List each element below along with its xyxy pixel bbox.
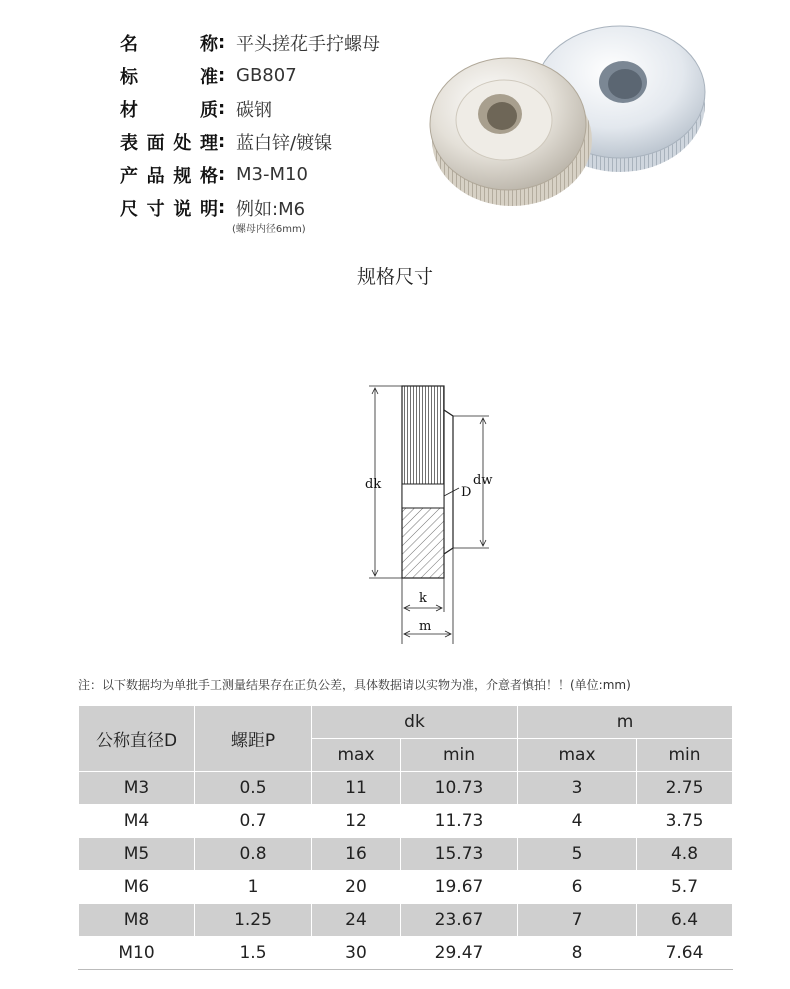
cell-dk-max: 20 [312, 871, 401, 904]
cell-m-max: 3 [518, 772, 637, 805]
section-title: 规格尺寸 [356, 266, 433, 288]
label-char: 名 [120, 33, 138, 55]
label-char: 面 [146, 132, 165, 154]
spec-colon: : [218, 164, 226, 185]
spec-value: 例如:M6 [236, 198, 306, 220]
cell-m-max: 7 [518, 904, 637, 937]
spec-row-sizes [120, 158, 380, 191]
spec-colon: : [218, 98, 226, 119]
label-char: 品 [146, 165, 165, 187]
label-char: 寸 [146, 198, 165, 220]
label-char: 理 [199, 132, 218, 154]
cell-m-max: 8 [518, 937, 637, 970]
label-char: 产 [120, 165, 138, 187]
cell-m-min: 7.64 [637, 937, 733, 970]
product-photo [420, 12, 710, 212]
spec-label [120, 162, 218, 188]
spec-value: 平头搓花手拧螺母 [236, 33, 380, 55]
cell-dk-min: 10.73 [401, 772, 518, 805]
spec-row-material [120, 92, 380, 125]
label-dk: dk [365, 477, 382, 492]
table-row [79, 838, 733, 871]
spec-list [120, 26, 380, 224]
cell-m-max: 6 [518, 871, 637, 904]
table-row [79, 937, 733, 970]
spec-note: (螺母内径6mm) [232, 224, 306, 235]
spec-label [120, 129, 218, 155]
cell-m-max: 5 [518, 838, 637, 871]
cell-m-min: 2.75 [637, 772, 733, 805]
cell-diameter: M4 [79, 805, 195, 838]
header-group-m: m [518, 706, 733, 739]
cell-dk-max: 30 [312, 937, 401, 970]
header-nominal-diameter: 公称直径D [79, 706, 195, 772]
spec-table [78, 705, 733, 970]
label-char: 标 [120, 66, 138, 88]
table-row [79, 772, 733, 805]
label-char: 尺 [120, 198, 138, 220]
label-char: 材 [120, 99, 138, 121]
label-m: m [419, 619, 432, 634]
cell-dk-min: 15.73 [401, 838, 518, 871]
nut-section [402, 386, 453, 578]
spec-value: M3-M10 [236, 164, 308, 185]
spec-label [120, 63, 218, 89]
cell-dk-min: 19.67 [401, 871, 518, 904]
label-char: 处 [173, 132, 192, 154]
cell-dk-max: 24 [312, 904, 401, 937]
cell-diameter: M8 [79, 904, 195, 937]
cell-pitch: 1 [195, 871, 312, 904]
label-char: 称 [200, 33, 218, 55]
spec-label [120, 30, 218, 56]
label-dw: dw [473, 473, 493, 488]
cell-m-min: 5.7 [637, 871, 733, 904]
spec-row-surface [120, 125, 380, 158]
spec-row-standard [120, 59, 380, 92]
spec-colon: : [218, 32, 226, 53]
header-pitch: 螺距P [195, 706, 312, 772]
spec-value: GB807 [236, 65, 297, 86]
cell-m-min: 4.8 [637, 838, 733, 871]
cell-dk-max: 16 [312, 838, 401, 871]
label-D: D [461, 485, 472, 500]
spec-row-name [120, 26, 380, 59]
spec-colon: : [218, 65, 226, 86]
cell-diameter: M6 [79, 871, 195, 904]
cell-m-min: 3.75 [637, 805, 733, 838]
table-row [79, 871, 733, 904]
label-char: 质 [200, 99, 218, 121]
cell-dk-min: 29.47 [401, 937, 518, 970]
cell-diameter: M5 [79, 838, 195, 871]
table-row [79, 904, 733, 937]
header-dk-max: max [312, 739, 401, 772]
cell-dk-max: 11 [312, 772, 401, 805]
spec-label [120, 96, 218, 122]
spec-value: 碳钢 [236, 99, 272, 121]
cell-diameter: M3 [79, 772, 195, 805]
spec-colon: : [218, 131, 226, 152]
label-char: 明 [199, 198, 218, 220]
cell-dk-min: 23.67 [401, 904, 518, 937]
table-row [79, 805, 733, 838]
cell-diameter: M10 [79, 937, 195, 970]
label-char: 说 [173, 198, 192, 220]
label-char: 格 [199, 165, 218, 187]
technical-drawing [355, 372, 505, 647]
cell-pitch: 0.7 [195, 805, 312, 838]
label-char: 表 [120, 132, 138, 154]
label-char: 规 [173, 165, 192, 187]
header-m-max: max [518, 739, 637, 772]
cell-m-max: 4 [518, 805, 637, 838]
cell-dk-min: 11.73 [401, 805, 518, 838]
cell-pitch: 1.25 [195, 904, 312, 937]
cell-pitch: 0.8 [195, 838, 312, 871]
cell-pitch: 0.5 [195, 772, 312, 805]
measurement-note: 注：以下数据均为单批手工测量结果存在正负公差，具体数据请以实物为准，介意者慎拍！！(单位:mm) [78, 678, 631, 692]
label-char: 准 [200, 66, 218, 88]
cell-pitch: 1.5 [195, 937, 312, 970]
header-dk-min: min [401, 739, 518, 772]
spec-value: 蓝白锌/镀镍 [236, 132, 333, 154]
spec-label [120, 195, 218, 221]
cell-dk-max: 12 [312, 805, 401, 838]
header-m-min: min [637, 739, 733, 772]
header-group-dk: dk [312, 706, 518, 739]
label-k: k [419, 591, 427, 606]
spec-colon: : [218, 197, 226, 218]
cell-m-min: 6.4 [637, 904, 733, 937]
